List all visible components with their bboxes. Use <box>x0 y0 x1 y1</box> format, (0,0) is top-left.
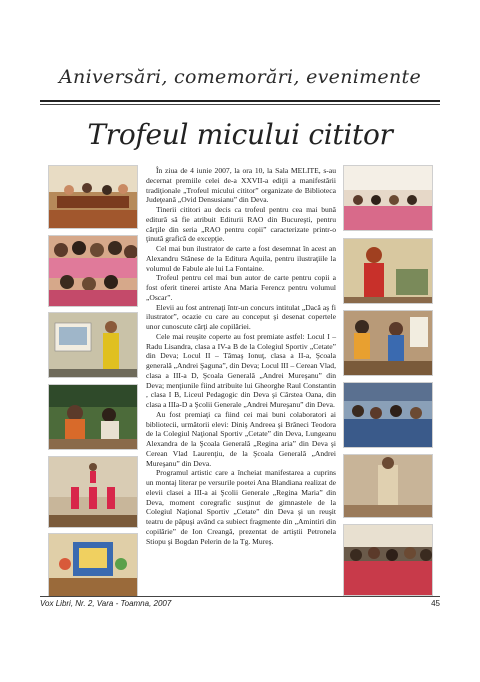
photo-speaker-with-poster <box>48 312 138 378</box>
section-header: Aniversări, comemorări, evenimente <box>59 66 421 88</box>
footer-rule <box>40 596 440 597</box>
header-rule <box>40 100 440 102</box>
photo-presentation-table <box>48 165 138 229</box>
article-title: Trofeul micului cititor <box>87 118 393 151</box>
paragraph: Au fost premiaţi ca fiind cei mai buni colaboratori ai bibliotecii, următorii elevi: Diniş Andreea şi Brâneci Teodora de la Colegiul Naţional Sportiv „Cetate” din Deva, Lungeanu Alexandra de la Şcoala Generală „Regina aria” din Deva şi Cerean Vlad Laurenţiu, de la Şcoala Generală „Andrei Mureşanu” din Deva. <box>146 409 336 468</box>
photo-group-photo <box>343 524 433 596</box>
photo-children-seated <box>343 310 433 376</box>
photo-audience-row <box>48 384 138 450</box>
paragraph: În ziua de 4 iunie 2007, la ora 10, la Sala MELITE, s-au decernat premiile celei de-a XXVII-a ediţii a manifestării tradiţionale „Trofeul micului cititor” organizate de Biblioteca Judeţeană „Ovid Densusianu” din Deva. <box>146 166 336 205</box>
photo-award-ceremony <box>343 382 433 448</box>
article-body <box>146 166 336 546</box>
photo-gymnasts-pyramid <box>48 456 138 528</box>
photo-speaker-woman <box>343 238 433 304</box>
header-rule-thin <box>40 104 440 105</box>
paragraph: Tinerii cititori au decis ca trofeul pentru cea mai bună editură să fie atribuit Editurii RAO din Bucureşti, pentru cărţile din seria „RAO pentru copii” caracterizate printr-o ţinută grafică de excepţie. <box>146 205 336 244</box>
photo-hall-audience <box>343 165 433 231</box>
paragraph: Trofeul pentru cel mai bun autor de carte pentru copii a fost oferit tinerei artiste Ana Maria Ferencz pentru volumul „Oscar”. <box>146 273 336 302</box>
page-number: 45 <box>431 599 440 608</box>
photo-puppet-theatre <box>48 533 138 597</box>
photo-young-readers <box>343 454 433 518</box>
paragraph: Cele mai reuşite coperte au fost premiate astfel: Locul I – Radu Lisandra, clasa a IV-a B de la Colegiul Sportiv „Cetate” din Deva; Locul II – Tămaş Ionuţ, clasa a II-a, Şcoala generală „Andrei Şaguna”, din Deva; Locul III – Cerean Vlad, clasa a III-a D, Şcoala Generală „Andrei Mureşanu” din Deva; menţiunile fiind atribuite lui Gheorghe Raul Constantin , clasa I B, Liceul Pedagogic din Deva şi Cârstea Oana, din clasa a IIIa-D a Şcolii Generale „Andrei Mureşanu” din Deva. <box>146 331 336 409</box>
paragraph: Programul artistic care a încheiat manifestarea a cuprins un montaj literar pe versurile poetei Ana Blandiana realizat de elevii clasei a III-a ai Şcolii Generale „Regina Maria” din Deva, moment coregrafic susţinut de gimnastele de la Colegiul Naţional Sportiv „Cetate” din Deva şi un reuşit teatru de păpuşi având ca subiect fragmente din „Amintiri din copilărie” de Ion Creangă, prezentat de artiştii Petronela Stiopu şi Bogdan Pelerin de la Tg. Mureş. <box>146 468 336 546</box>
journal-citation: Vox Libri, Nr. 2, Vara - Toamna, 2007 <box>40 599 172 608</box>
paragraph: Cel mai bun ilustrator de carte a fost desemnat în acest an Alexandru Stănese de la Editura Aquila, pentru ilustraţiile la volumul de Fabule ale lui La Fontaine. <box>146 244 336 273</box>
photo-children-audience <box>48 235 138 307</box>
paragraph: Elevii au fost antrenaţi într-un concurs intitulat „Dacă aş fi ilustrator”, ocazie cu care au conceput şi desenat copertele unor cunoscute cărţi ale copilăriei. <box>146 302 336 331</box>
